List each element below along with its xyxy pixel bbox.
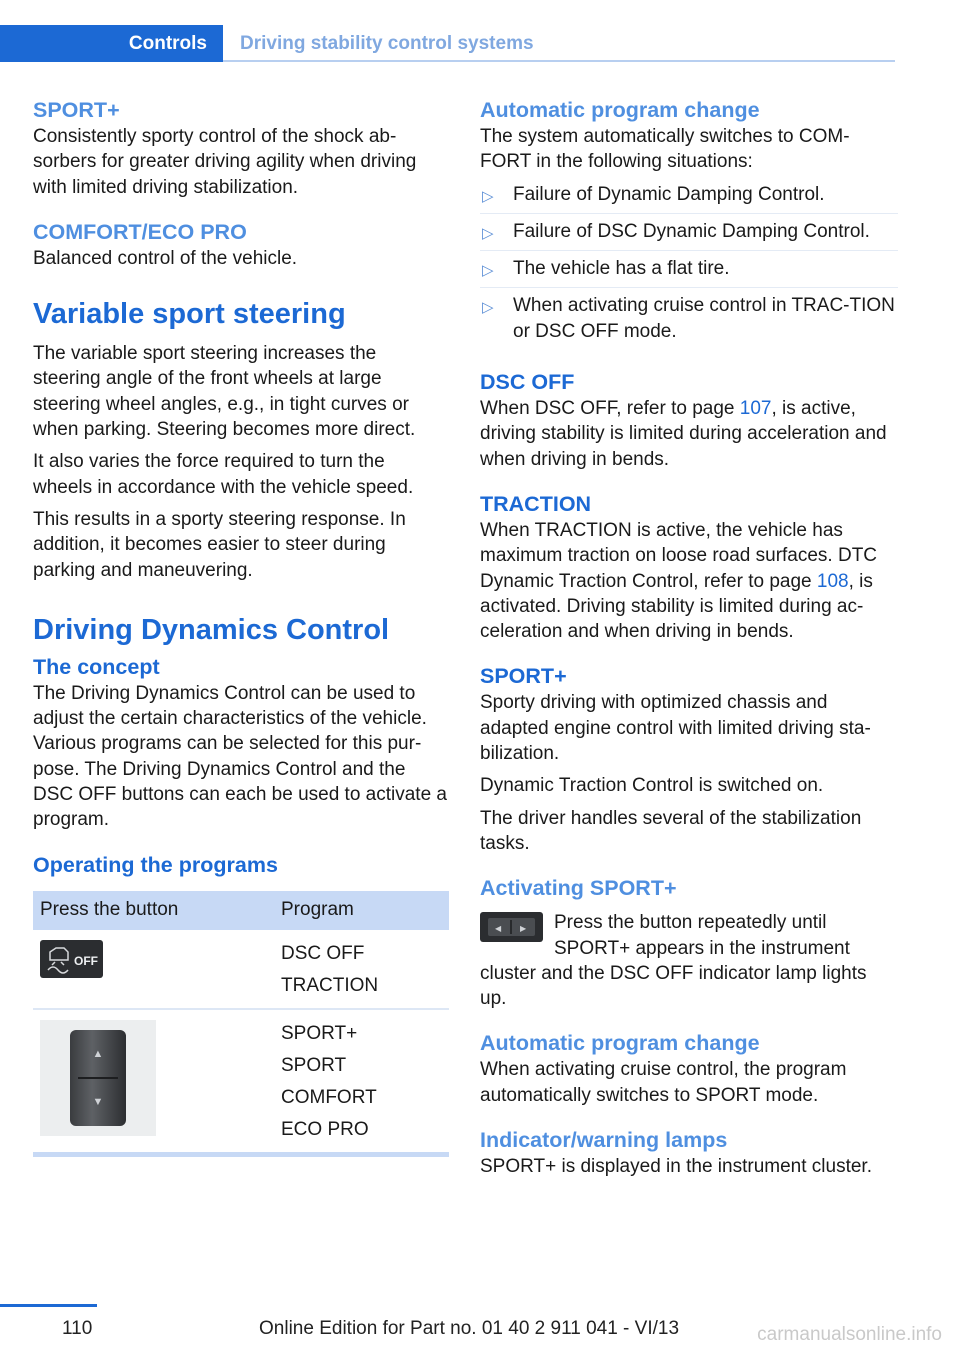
program-dsc-off: DSC OFF — [281, 942, 365, 964]
operating-programs-heading: Operating the programs — [33, 852, 278, 877]
page-number: 110 — [62, 1318, 93, 1339]
comfort-eco-pro-text: Balanced control of the vehicle. — [33, 247, 298, 269]
page-link-107[interactable]: 107 — [739, 398, 772, 420]
activating-rest: cluster and the DSC OFF indicator lamp lights up. — [480, 962, 867, 1010]
concept-text: The Driving Dynamics Control can be used to adjust the certain characteristics of the vehicle. Various programs can be selected for this pur‐pose. The Driving Dynamics Control and the DSC OFF buttons can each be used to activate a program. — [33, 682, 448, 831]
program-comfort: COMFORT — [281, 1086, 377, 1108]
programs-table — [33, 891, 449, 1157]
svg-text:◀: ◀ — [495, 924, 502, 934]
dsc-off-button-icon — [40, 940, 103, 978]
page-footer — [0, 1300, 960, 1362]
program-sport: SPORT — [281, 1054, 347, 1076]
svg-text:▶: ▶ — [520, 924, 527, 934]
concept-heading: The concept — [33, 654, 160, 679]
dsc-off-heading: DSC OFF — [480, 370, 575, 395]
activating-line-1: Press the button repeatedly until — [554, 912, 827, 934]
driving-dynamics-control-heading: Driving Dynamics Control — [33, 613, 390, 646]
dsc-off-text: When DSC OFF, refer to page 107, is active, driving stability is limited during acceleration and when driving in bends. — [480, 398, 887, 470]
auto-change-2-text: When activating cruise control, the program automatically switches to SPORT mode. — [480, 1059, 847, 1106]
triangle-bullet-icon: ▷ — [482, 262, 494, 280]
right-column — [480, 96, 898, 1186]
left-column — [33, 96, 449, 1157]
vss-paragraph-3: This results in a sporty steering response. In addition, it becomes easier to steer during parking and maneuvering. — [33, 508, 406, 581]
list-item: ▷ When activating cruise control in TRAC‐TION or DSC OFF mode. — [482, 295, 895, 342]
list-item: ▷ Failure of Dynamic Damping Control. — [480, 177, 898, 214]
svg-text:OFF: OFF — [74, 953, 98, 968]
table-row — [33, 930, 449, 1009]
program-eco-pro: ECO PRO — [281, 1118, 369, 1140]
watermark: carmanualsonline.info — [757, 1324, 942, 1345]
indicator-lamps-heading: Indicator/warning lamps — [480, 1128, 728, 1153]
chapter-tab[interactable]: Controls — [0, 25, 223, 62]
vss-paragraph-2: It also varies the force required to turn the wheels in accordance with the vehicle speed. — [33, 451, 414, 498]
variable-sport-steering-heading: Variable sport steering — [33, 298, 346, 331]
auto-change-2-heading: Automatic program change — [480, 1031, 760, 1056]
program-traction: TRACTION — [281, 974, 379, 996]
rocker-button-icon — [480, 912, 543, 942]
activating-line-2: SPORT+ appears in the instrument — [554, 937, 850, 959]
driving-dynamics-rocker-switch-icon: ▲ ▼ — [40, 1020, 156, 1136]
footer-rule — [0, 1304, 97, 1307]
sport-plus-p1: Sporty driving with optimized chassis and adapted engine control with limited driving sta‐bilization. — [480, 692, 871, 765]
edition-info: Online Edition for Part no. 01 40 2 911 041 - VI/13 — [259, 1318, 680, 1339]
list-item: ▷ The vehicle has a flat tire. — [480, 251, 898, 288]
page-header — [0, 25, 895, 62]
triangle-bullet-icon: ▷ — [482, 299, 494, 317]
triangle-bullet-icon: ▷ — [482, 224, 494, 242]
vss-paragraph-1: The variable sport steering increases the steering angle of the front wheels at large steering wheel angles, e.g., in tight curves or when parking. Steering becomes more direct. — [33, 343, 416, 441]
table-header-program: Program — [274, 891, 449, 930]
sport-plus-text: Consistently sporty control of the shock ab‐sorbers for greater driving agility when driving with limited driving stabilization. — [33, 126, 417, 198]
section-title[interactable]: Driving stability control systems — [240, 33, 534, 54]
sport-plus-heading: SPORT+ — [33, 98, 120, 122]
auto-change-list — [480, 177, 898, 350]
activating-sport-plus-heading: Activating SPORT+ — [480, 876, 677, 901]
indicator-lamps-text: SPORT+ is displayed in the instrument cluster. — [480, 1156, 872, 1178]
auto-change-heading: Automatic program change — [480, 98, 760, 122]
table-header-button: Press the button — [33, 891, 274, 930]
page-link-108[interactable]: 108 — [816, 570, 849, 592]
list-item: ▷ Failure of DSC Dynamic Damping Control. — [480, 214, 898, 251]
sport-plus-right-heading: SPORT+ — [480, 664, 567, 689]
traction-text: When TRACTION is active, the vehicle has maximum traction on loose road surfaces. DTC Dynamic Traction Control, refer to page 108, is activated. Driving stability is limited during ac‐celeration and when driving in bends. — [480, 519, 878, 643]
table-row — [33, 1009, 449, 1155]
sport-plus-p3: The driver handles several of the stabilization tasks. — [480, 807, 862, 854]
activating-instructions — [480, 910, 898, 1011]
comfort-eco-pro-heading: COMFORT/ECO PRO — [33, 219, 247, 244]
header-rule — [223, 60, 895, 62]
traction-heading: TRACTION — [480, 491, 592, 516]
program-sport-plus: SPORT+ — [281, 1022, 358, 1044]
triangle-bullet-icon: ▷ — [482, 187, 494, 205]
sport-plus-p2: Dynamic Traction Control is switched on. — [480, 775, 824, 797]
auto-change-text: The system automatically switches to COM‐FORT in the following situations: — [480, 126, 850, 173]
